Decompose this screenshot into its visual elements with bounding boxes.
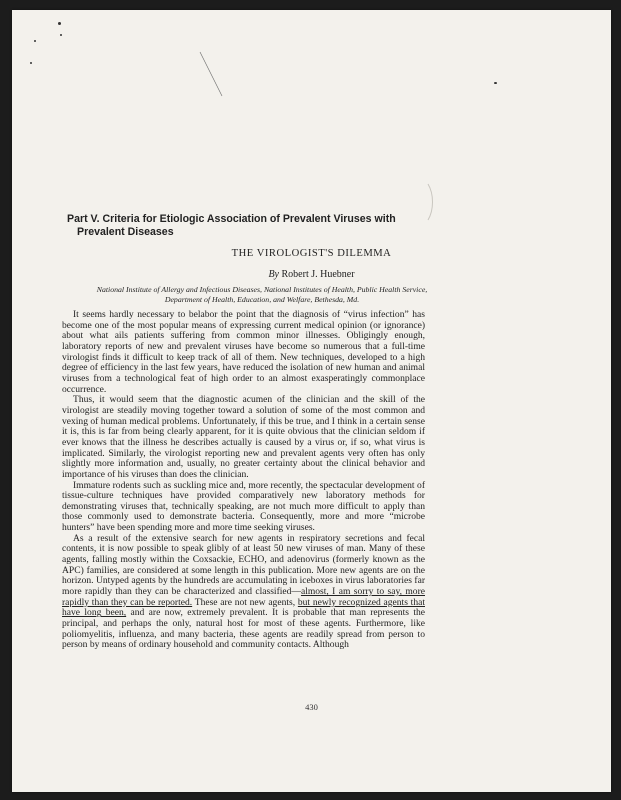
section-heading-line2: Prevalent Diseases <box>77 225 174 238</box>
byline <box>12 269 611 280</box>
page-number: 430 <box>305 702 318 712</box>
underlined-text: but newly recognized agents that have long been, <box>62 596 425 619</box>
pencil-mark <box>198 50 228 100</box>
paragraph-text: As a result of the extensive search for new agents in respiratory secretions and fecal contents, it is now possible to speak glibly of at least 50 new viruses of man. Many of these agents, falling mostly within the Coxsackie, ECHO, and adenovirus (formerly known as the APC) families, are considered at some length in this publication. More new agents are on the horizon. Untyped agents by the hundreds are accumulating in iceboxes in virus laboratories far more rapidly than they can be characterized and classified— <box>62 532 425 598</box>
document-page <box>12 10 611 792</box>
paragraph-text: and are now, extremely prevalent. It is probable that man represents the principal, and perhaps the only, natural host for most of these agents. Furthermore, like poliomyelitis, influenza, and many bacteria, these agents are readily spread from person to person by means of ordinary household and community contacts. Although <box>62 607 425 651</box>
ink-speck <box>494 82 497 84</box>
underlined-text: almost, I am sorry to say, more rapidly than they can be reported. <box>62 586 425 608</box>
section-heading <box>67 213 427 238</box>
paragraph: Immature rodents such as suckling mice and, more recently, the spectacular development of tissue-culture techniques have provided comparatively new laboratory methods for demonstrating viruses that, technically speaking, are not much more difficult to apply than those commonly used to demonstrate bacteria. Consequently, more and more “microbe hunters” have been spending more and more time seeking viruses. <box>62 479 425 534</box>
paragraph: It seems hardly necessary to belabor the point that the diagnosis of “virus infection” has become one of the most popular means of expressing current medical opinion (or ignorance) about what ails patients suffering from common minor illnesses. Obligingly enough, laboratory reports of new and prevalent viruses have become so numerous that a full-time virologist finds it difficult to keep track of all of them. New techniques, developed to a high degree of efficiency in the last few years, have reduced the isolation of new human and animal viruses from a technological feat of high order to an almost exasperatingly commonplace occurrence. <box>62 309 425 395</box>
ink-speck <box>60 34 62 36</box>
article-title: THE VIROLOGIST'S DILEMMA <box>231 248 392 259</box>
paragraph <box>62 534 425 651</box>
section-heading-line1: Part V. Criteria for Etiologic Association of Prevalent Viruses with <box>67 213 396 225</box>
author-affiliation: National Institute of Allergy and Infectious Diseases, National Institutes of Health, Public Health Service, Department of Health, Education, and Welfare, Bethesda, Md. <box>96 285 428 304</box>
ink-speck <box>58 22 61 25</box>
author-name: Robert J. Huebner <box>281 269 355 280</box>
paragraph-text: These are not new agents, <box>192 596 298 608</box>
byline-by: By <box>268 269 279 280</box>
ink-speck <box>30 62 32 64</box>
paragraph: Thus, it would seem that the diagnostic acumen of the clinician and the skill of the virologist are steadily moving together toward a solution of some of the most common and vexing of human medical problems. Unfortunately, if this be true, and I think in a certain sense it is, this is far from being clearly apparent, for it is quite obvious that the clinician seldom if ever knows that the illness he describes actually is caused by a virus or, if so, what virus is implicated. Similarly, the virologist reporting new and prevalent agents very often has only slightly more information and, usually, no greater certainty about the clinical behavior and importance of his viruses than does the clinician. <box>62 394 425 480</box>
ink-speck <box>34 40 36 42</box>
article-body <box>62 310 425 651</box>
